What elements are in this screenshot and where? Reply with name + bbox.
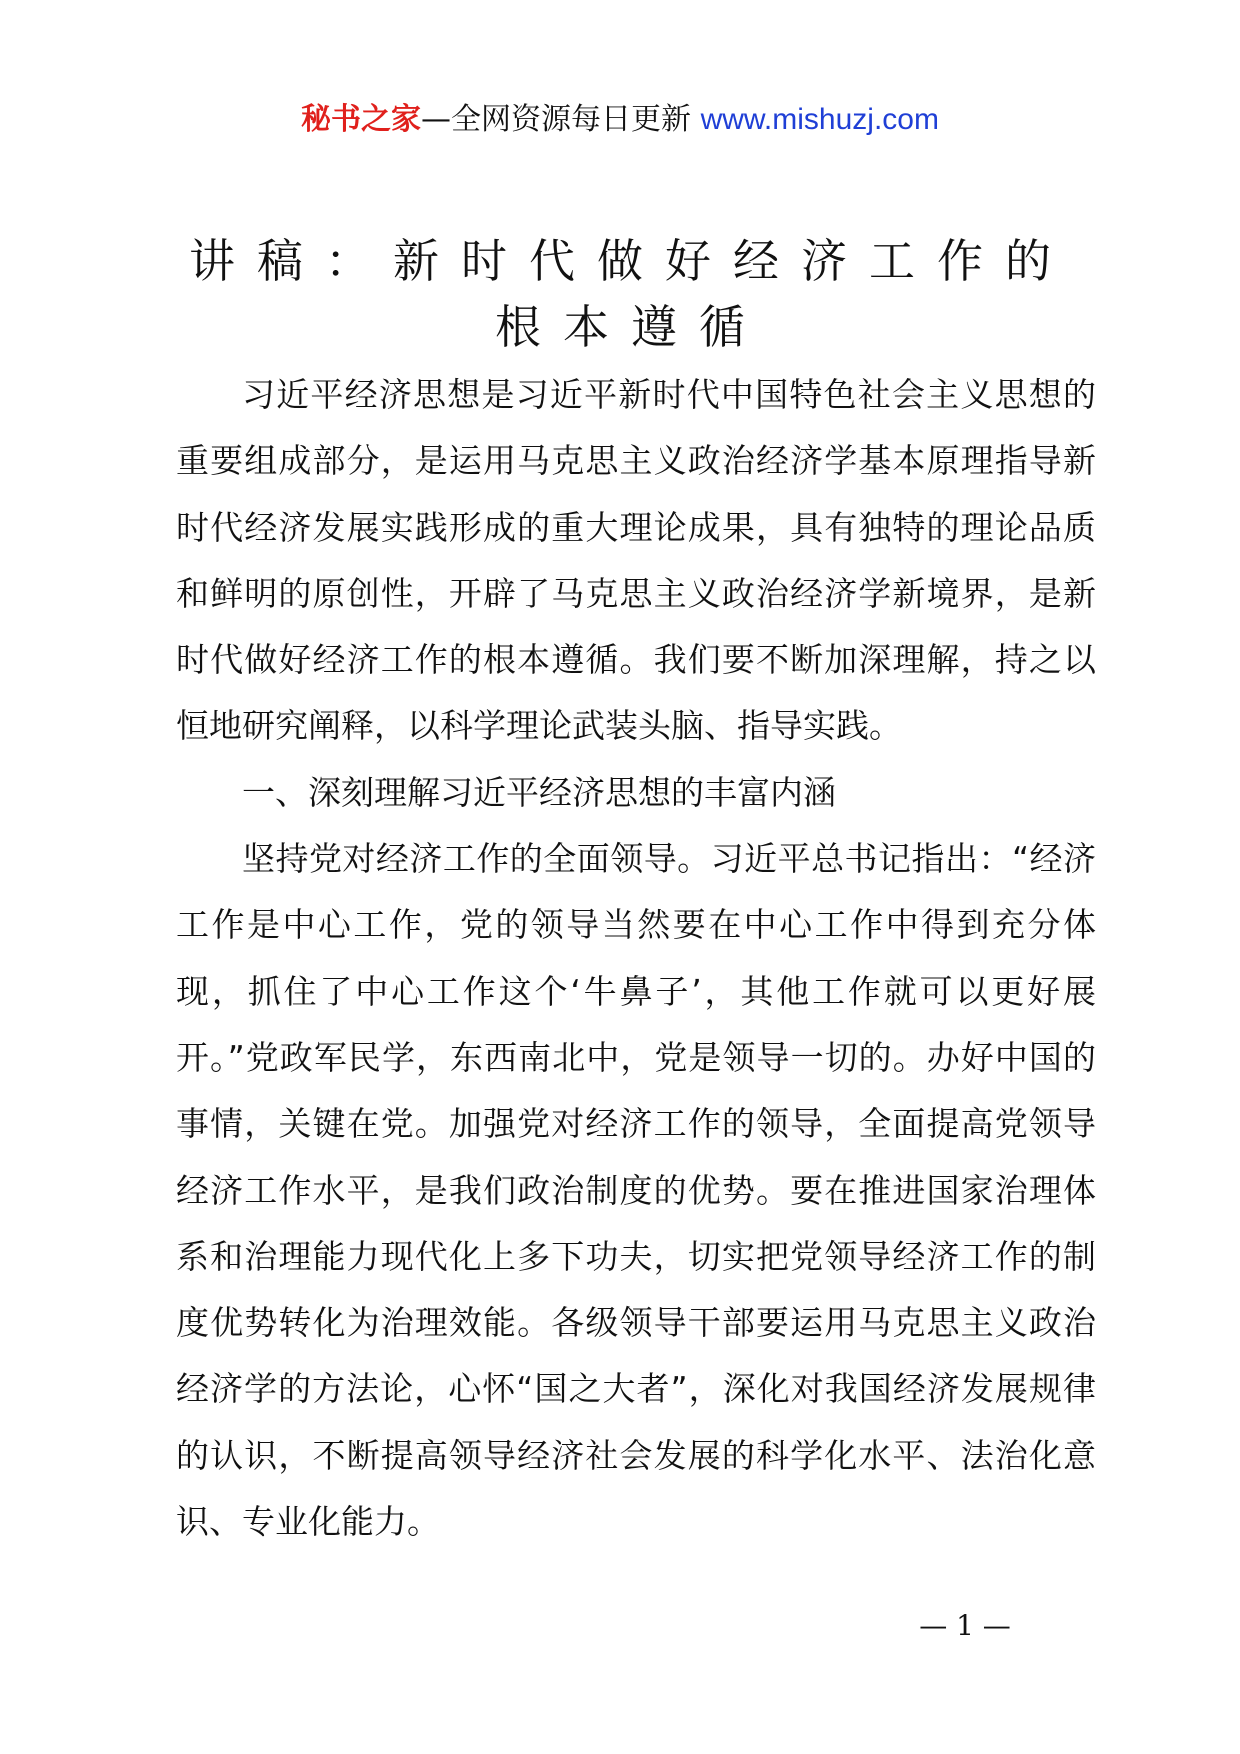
body-paragraph-leadership: 坚持党对经济工作的全面领导。习近平总书记指出：“经济工作是中心工作，党的领导当然要在中心工作中得到充分体现，抓住了中心工作这个‘牛鼻子’，其他工作就可以更好展开。”党政军民学，东西南北中，党是领导一切的。办好中国的事情，关键在党。加强党对经济工作的领导，全面提高党领导经济工作水平，是我们政治制度的优势。要在推进国家治理体系和治理能力现代化上多下功夫，切实把党领导经济工作的制度优势转化为治理效能。各级领导干部要运用马克思主义政治经济学的方法论，心怀“国之大者”，深化对我国经济发展规律的认识，不断提高领导经济社会发展的科学化水平、法治化意识、专业化能力。 [176, 839, 1096, 1542]
site-tagline: —全网资源每日更新 [421, 102, 701, 137]
document-body [176, 362, 1096, 1555]
title-line-1: 讲稿：新时代做好经济工作的 [189, 234, 1073, 288]
title-line-2: 根本遵循 [495, 300, 767, 354]
site-header [0, 98, 1240, 142]
section-heading: 一、深刻理解习近平经济思想的丰富内涵 [242, 772, 836, 812]
site-url[interactable]: www.mishuzj.com [700, 103, 939, 136]
document-title [150, 228, 1090, 360]
site-brand: 秘书之家 [301, 102, 422, 137]
body-paragraph-intro: 习近平经济思想是习近平新时代中国特色社会主义思想的重要组成部分，是运用马克思主义政治经济学基本原理指导新时代经济发展实践形成的重大理论成果，具有独特的理论品质和鲜明的原创性，开辟了马克思主义政治经济学新境界，是新时代做好经济工作的根本遵循。我们要不断加深理解，持之以恒地研究阐释，以科学理论武装头脑、指导实践。 [176, 375, 1096, 746]
page-number: — 1 — [919, 1609, 1011, 1642]
